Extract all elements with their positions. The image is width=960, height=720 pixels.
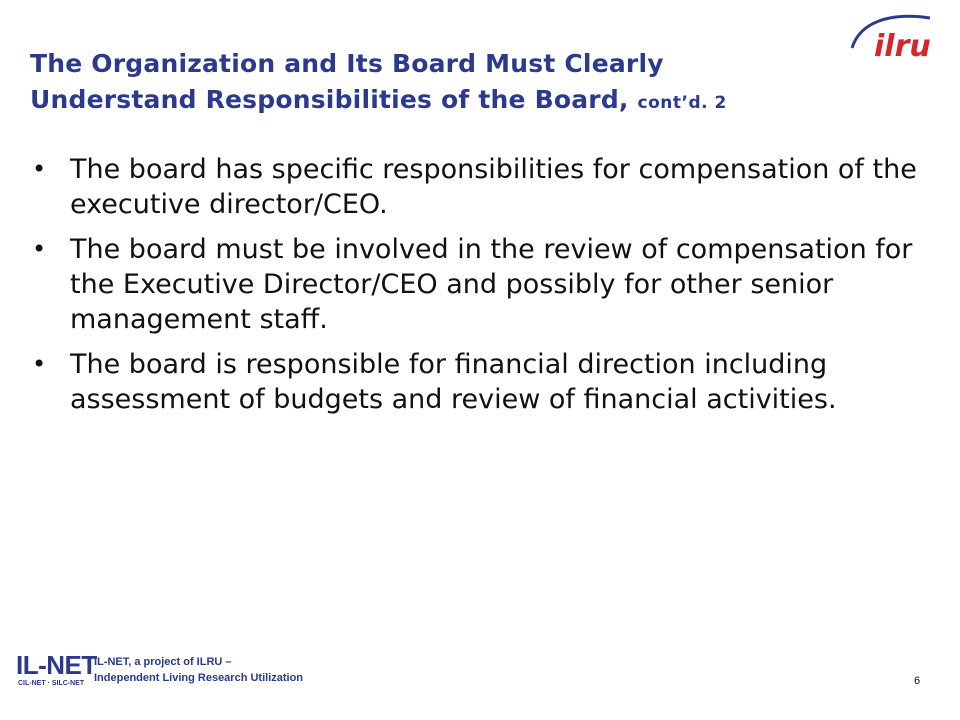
il-net-logo-sub: CIL-NET · SILC-NET [18,680,85,687]
ilru-logo [840,8,940,70]
bullet-item [30,347,930,417]
title-suffix: cont’d. 2 [637,93,727,113]
bullet-item [30,232,930,337]
title-line-2: Understand Responsibilities of the Board, [30,85,629,114]
bullet-text: The board must be involved in the review of compensation for the Executive Director/CEO and possibly for other senior management staff. [70,234,913,335]
bullet-icon: • [32,155,47,183]
title-line-1: The Organization and Its Board Must Clearly [30,49,664,78]
bullet-icon: • [32,350,47,378]
page-number: 6 [914,675,921,687]
footer-tagline-1: IL-NET, a project of ILRU – [94,656,232,668]
bullet-icon: • [32,235,47,263]
footer-tagline-2: Independent Living Research Utilization [94,672,304,684]
bullet-text: The board has specific responsibilities for compensation of the executive director/CEO. [70,154,917,220]
logo-text: ilru [874,29,931,64]
bullet-text: The board is responsible for financial direction including assessment of budgets and review of financial activities. [70,349,837,415]
il-net-logo-text: IL-NET [16,650,97,680]
footer-logo [10,648,310,694]
bullet-item [30,152,930,222]
bullet-list [30,152,930,427]
slide-title [30,46,850,121]
